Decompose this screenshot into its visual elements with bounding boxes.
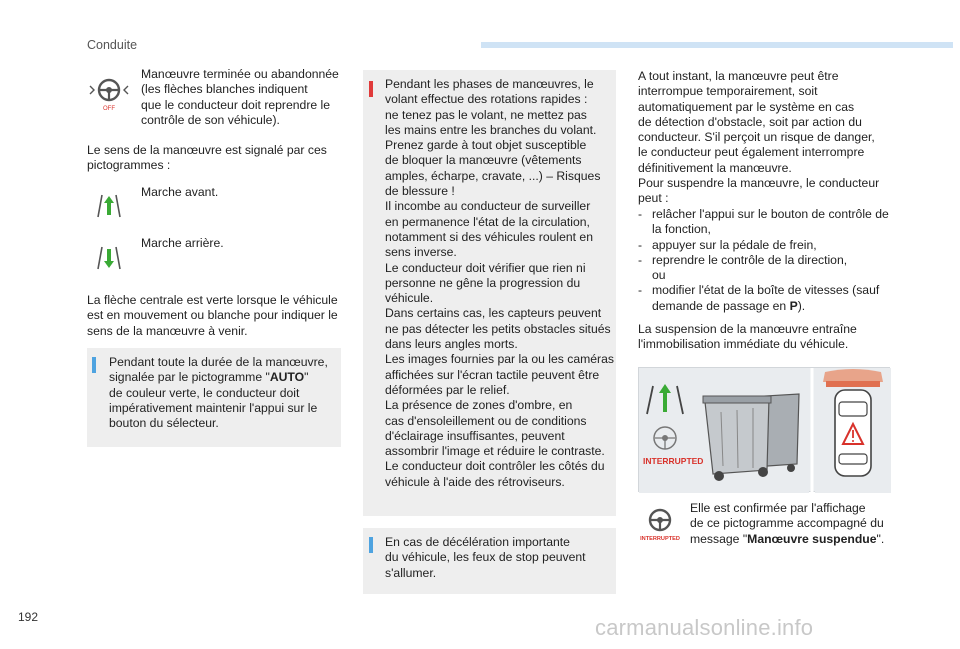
list-item: - appuyer sur la pédale de frein,	[638, 237, 817, 252]
reverse-arrow-icon	[90, 245, 128, 271]
interrupted-label: INTERRUPTED	[643, 456, 704, 466]
warning-box	[363, 70, 616, 516]
note-marker	[92, 357, 96, 373]
forward-label: Marche avant.	[141, 185, 219, 199]
brake-light-note-text: En cas de décélération importante du véhicule, les feux de stop peuvent s'allumer.	[385, 535, 586, 580]
header-bar	[481, 42, 953, 48]
auto-note-box	[87, 348, 341, 447]
interrupted-icon-label: INTERRUPTED	[640, 536, 680, 542]
steering-off-icon	[86, 76, 132, 116]
suspension-result-text: La suspension de la manœuvre entraîne l'immobilisation immédiate du véhicule.	[638, 322, 857, 352]
off-label: OFF	[103, 106, 115, 112]
warning-text: Pendant les phases de manœuvres, le volant effectue des rotations rapides : ne tenez pas le volant, ne mettez pas les mains entre les branches du volant. Prenez garde à tout objet susceptible de bloquer la manœuvre (vêtements amples, écharpe, cravate, ...) – Risques de blessure ! Il incombe au conducteur de surveiller en permanence l'état de la circulation, notamment si des véhicules roulent en sens inverse. Le conducteur doit vérifier que rien ni personne ne gêne la progression du véhicule. Dans certains cas, les capteurs peuvent ne pas détecter les petits obstacles situés dans leurs angles morts. Les images fournies par la ou les caméras affichées sur l'écran tactile peuvent être déformées par le relief. La présence de zones d'ombre, en cas d'ensoleillement ou de conditions d'éclairage insuffisantes, peuvent assombrir l'image et réduire le contraste. Le conducteur doit contrôler les côtés du véhicule à l'aide des rétroviseurs.	[385, 77, 614, 489]
interrupted-steering-icon	[636, 505, 684, 545]
auto-label: AUTO	[269, 370, 305, 385]
direction-intro: Le sens de la manœuvre est signalé par ces pictogrammes :	[87, 143, 327, 173]
warning-marker	[369, 81, 373, 97]
obstacle-illustration	[638, 367, 890, 492]
list-item: - modifier l'état de la boîte de vitesses (sauf demande de passage en P).	[638, 283, 880, 313]
arrow-color-text: La flèche centrale est verte lorsque le véhicule est en mouvement ou blanche pour indiquer le sens de la manœuvre à venir.	[87, 293, 338, 338]
forward-arrow-icon	[90, 193, 128, 219]
section-title: Conduite	[87, 38, 138, 52]
suspended-message: Manœuvre suspendue	[747, 531, 877, 546]
off-description: Manœuvre terminée ou abandonnée (les flèches blanches indiquent que le conducteur doit reprendre le contrôle de son véhicule).	[141, 67, 339, 127]
list-item: - relâcher l'appui sur le bouton de contrôle de la fonction,	[638, 207, 889, 237]
interruption-text: A tout instant, la manœuvre peut être interrompue temporairement, soit automatiquement par le système en cas de détection d'obstacle, soit par action du conducteur. S'il perçoit un risque de danger, le conducteur peut également interrompre définitivement la manœuvre. Pour suspendre la manœuvre, le conducteur peut :	[638, 69, 880, 206]
brake-light-note-box	[363, 528, 616, 594]
confirmation-text: Elle est confirmée par l'affichage de ce pictogramme accompagné du message "Manœuvre suspendue".	[690, 501, 885, 546]
list-item: - reprendre le contrôle de la direction, ou	[638, 252, 848, 283]
watermark: carmanualsonline.info	[595, 615, 814, 640]
page-number: 192	[18, 610, 39, 624]
reverse-label: Marche arrière.	[141, 236, 224, 250]
suspend-list	[638, 207, 900, 314]
auto-note-text: Pendant toute la durée de la manœuvre, signalée par le pictogramme "AUTO" de couleur verte, le conducteur doit impérativement maintenir l'appui sur le bouton du sélecteur.	[109, 355, 328, 431]
note-marker	[369, 537, 373, 553]
